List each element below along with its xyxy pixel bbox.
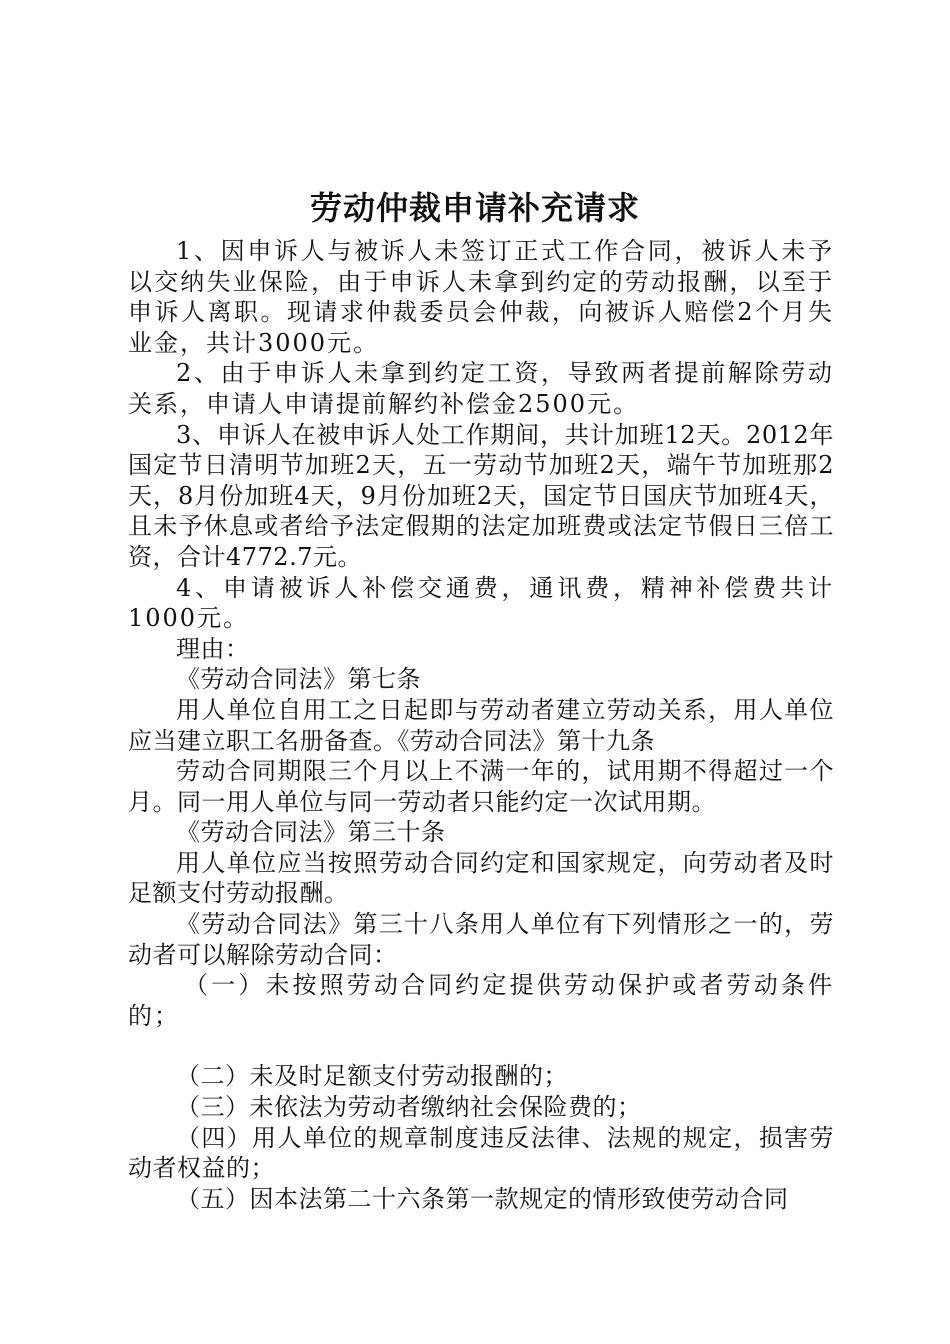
claim-paragraph-3: 3、申诉人在被申诉人处工作期间，共计加班12天。2012年国定节日清明节加班2天，五一劳动节加班2天，端午节加班那2天，8月份加班4天，9月份加班2天，国定节日国庆节加班4天，且未予休息或者给予法定假期的法定加班费或法定节假日三倍工资，合计4772.7元。	[128, 420, 834, 571]
claim-paragraph-1: 1、因申诉人与被诉人未签订正式工作合同，被诉人未予以交纳失业保险，由于申诉人未拿到约定的劳动报酬，以至于申诉人离职。现请求仲裁委员会仲裁，向被诉人赔偿2个月失业金，共计3000元。	[128, 237, 834, 357]
document-title: 劳动仲裁申请补充请求	[309, 189, 640, 227]
list-item-2: （二）未及时足额支付劳动报酬的；	[176, 1062, 568, 1091]
list-item-3: （三）未依法为劳动者缴纳社会保险费的；	[176, 1093, 642, 1122]
law-article-30-text: 用人单位应当按照劳动合同约定和国家规定，向劳动者及时足额支付劳动报酬。	[128, 848, 834, 908]
law-article-30-heading: 《劳动合同法》第三十条	[176, 818, 446, 847]
reason-heading: 理由：	[176, 634, 250, 663]
list-item-5: （五）因本法第二十六条第一款规定的情形致使劳动合同	[176, 1184, 789, 1213]
list-item-1: （一）未按照劳动合同约定提供劳动保护或者劳动条件的；	[128, 971, 834, 1030]
list-item-4: （四）用人单位的规章制度违反法律、法规的规定，损害劳动者权益的；	[128, 1123, 834, 1183]
law-article-19-text: 劳动合同期限三个月以上不满一年的，试用期不得超过一个月。同一用人单位与同一劳动者只能约定一次试用期。	[128, 757, 834, 816]
document-body	[128, 236, 834, 1214]
law-article-38-text: 《劳动合同法》第三十八条用人单位有下列情形之一的，劳动者可以解除劳动合同：	[128, 910, 834, 969]
law-article-7-text: 用人单位自用工之日起即与劳动者建立劳动关系，用人单位应当建立职工名册备查。《劳动合同法》第十九条	[128, 695, 834, 755]
claim-paragraph-4: 4、申请被诉人补偿交通费，通讯费，精神补偿费共计1000元。	[128, 573, 834, 633]
law-article-7-heading: 《劳动合同法》第七条	[176, 665, 421, 694]
claim-paragraph-2: 2、由于申诉人未拿到约定工资，导致两者提前解除劳动关系，申请人申请提前解约补偿金2500元。	[128, 359, 834, 418]
